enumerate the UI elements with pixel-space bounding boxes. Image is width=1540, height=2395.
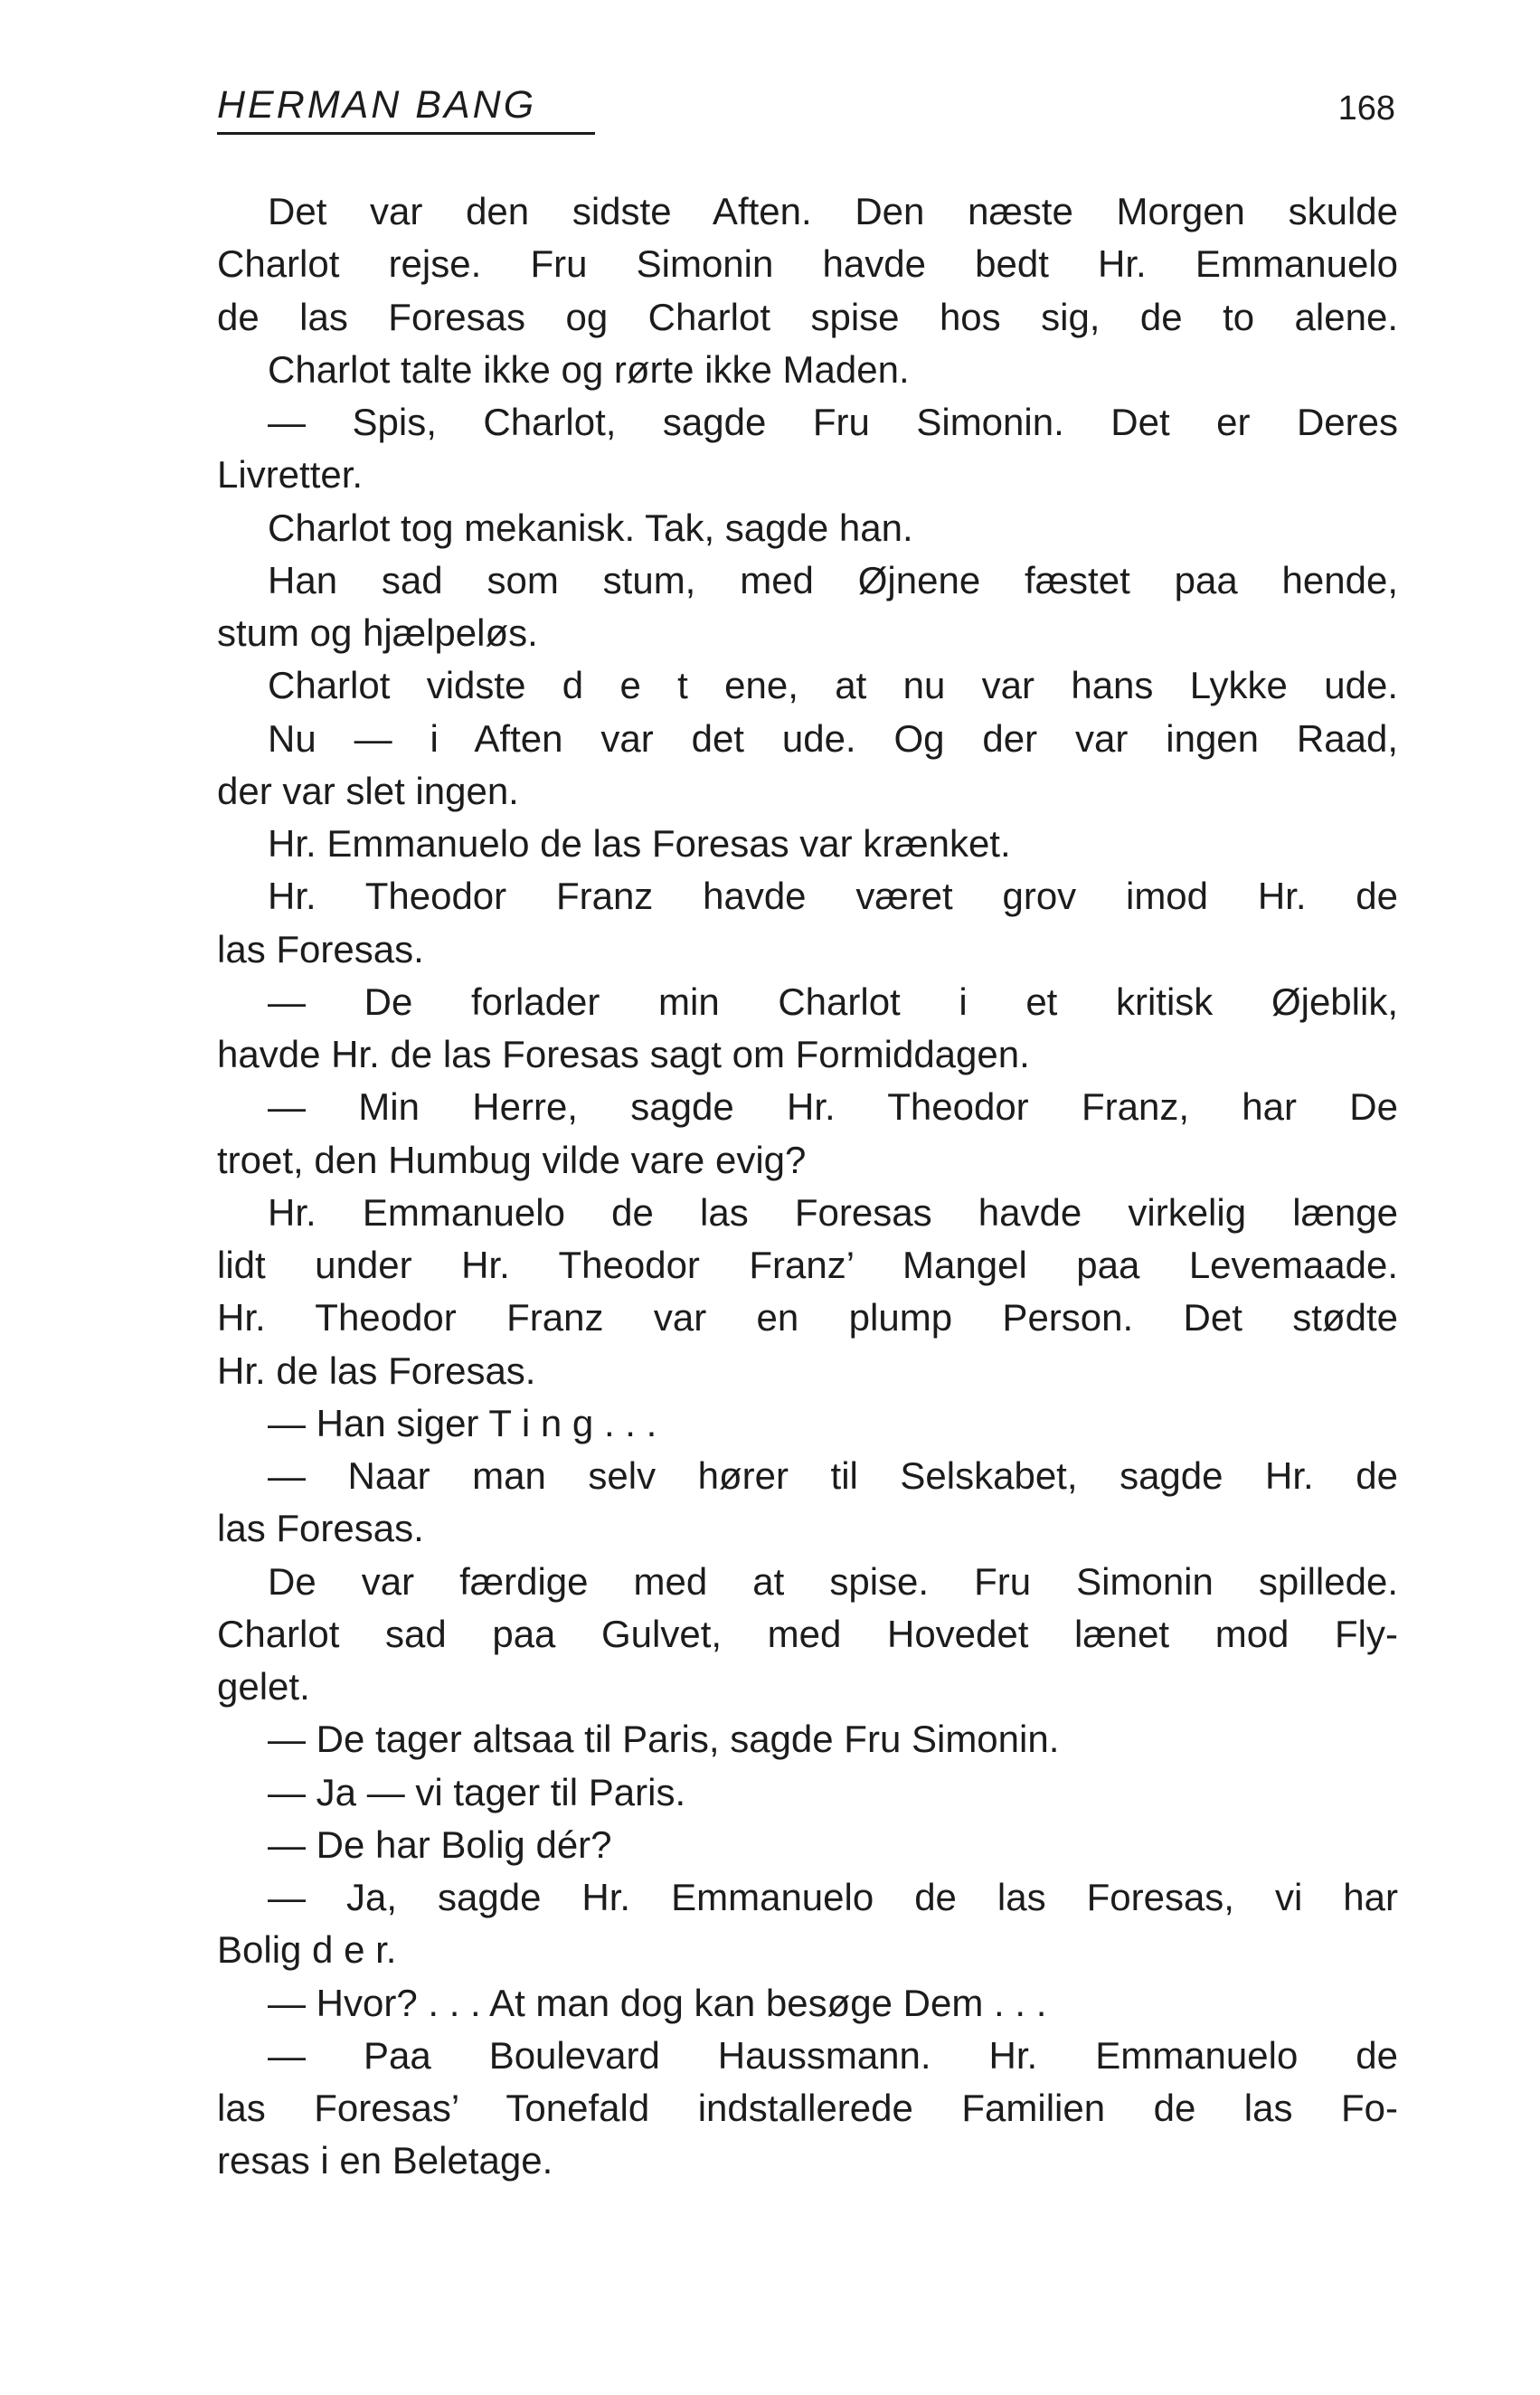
text-line: — Ja — vi tager til Paris.: [268, 1770, 686, 1813]
text-line: — Min Herre, sagde Hr. Theodor Franz, har De: [268, 1085, 1398, 1129]
text-line: Hr. Theodor Franz havde været grov imod Hr. de: [268, 875, 1398, 918]
text-line: Livretter.: [217, 453, 364, 497]
text-line: troet, den Humbug vilde vare evig?: [217, 1138, 807, 1181]
text-line: Bolig d e r.: [217, 1928, 397, 1972]
page-number: 168: [1337, 90, 1395, 128]
page-header: [217, 78, 1395, 141]
text-line: — Ja, sagde Hr. Emmanuelo de las Foresas, vi har: [268, 1876, 1398, 1918]
text-line: Nu — i Aften var det ude. Og der var ingen Raad,: [268, 716, 1398, 760]
text-line: Hr. Emmanuelo de las Foresas havde virkelig længe: [268, 1190, 1398, 1234]
text-line: — Han siger T i n g . . .: [268, 1401, 657, 1444]
header-rule: [217, 132, 595, 135]
text-line: — De tager altsaa til Paris, sagde Fru Simonin.: [268, 1718, 1060, 1761]
text-line: Hr. de las Foresas.: [217, 1349, 536, 1392]
text-line: Charlot vidste d e t ene, at nu var hans Lykke ude.: [268, 664, 1398, 707]
text-line: De var færdige med at spise. Fru Simonin spillede.: [268, 1559, 1398, 1603]
text-line: Charlot tog mekanisk. Tak, sagde han.: [268, 506, 913, 549]
text-line: Hr. Theodor Franz var en plump Person. Det stødte: [217, 1296, 1398, 1339]
text-line: — Hvor? . . . At man dog kan besøge Dem . . .: [268, 1981, 1047, 2024]
text-line: — De har Bolig dér?: [268, 1822, 612, 1866]
text-line: havde Hr. de las Foresas sagt om Formiddagen.: [217, 1033, 1030, 1075]
text-line: — Naar man selv hører til Selskabet, sagde Hr. de: [268, 1454, 1398, 1497]
text-line: resas i en Beletage.: [217, 2139, 553, 2182]
text-line: — De forlader min Charlot i et kritisk Øjeblik,: [268, 980, 1398, 1023]
text-line: Charlot talte ikke og rørte ikke Maden.: [268, 347, 910, 391]
text-line: stum og hjælpeløs.: [217, 611, 538, 654]
body-text: [217, 185, 1398, 2188]
text-line: Charlot sad paa Gulvet, med Hovedet lænet mod Fly-: [217, 1612, 1398, 1655]
running-head: HERMAN BANG: [217, 83, 537, 127]
text-line: las Foresas.: [217, 927, 424, 970]
text-line: — Paa Boulevard Haussmann. Hr. Emmanuelo de: [268, 2033, 1398, 2077]
text-line: Det var den sidste Aften. Den næste Morgen skulde: [268, 190, 1398, 232]
text-line: Han sad som stum, med Øjnene fæstet paa hende,: [268, 558, 1398, 601]
text-line: lidt under Hr. Theodor Franz’ Mangel paa Levemaade.: [217, 1244, 1398, 1286]
text-line: de las Foresas og Charlot spise hos sig, de to alene.: [217, 295, 1398, 338]
text-line: las Foresas’ Tonefald indstallerede Familien de las Fo-: [217, 2087, 1398, 2129]
text-line: Hr. Emmanuelo de las Foresas var krænket.: [268, 822, 1011, 865]
text-line: las Foresas.: [217, 1507, 424, 1550]
text-line: gelet.: [217, 1665, 310, 1708]
text-line: — Spis, Charlot, sagde Fru Simonin. Det er Deres: [268, 401, 1398, 443]
text-line: Charlot rejse. Fru Simonin havde bedt Hr. Emmanuelo: [217, 242, 1398, 286]
text-line: der var slet ingen.: [217, 769, 519, 812]
